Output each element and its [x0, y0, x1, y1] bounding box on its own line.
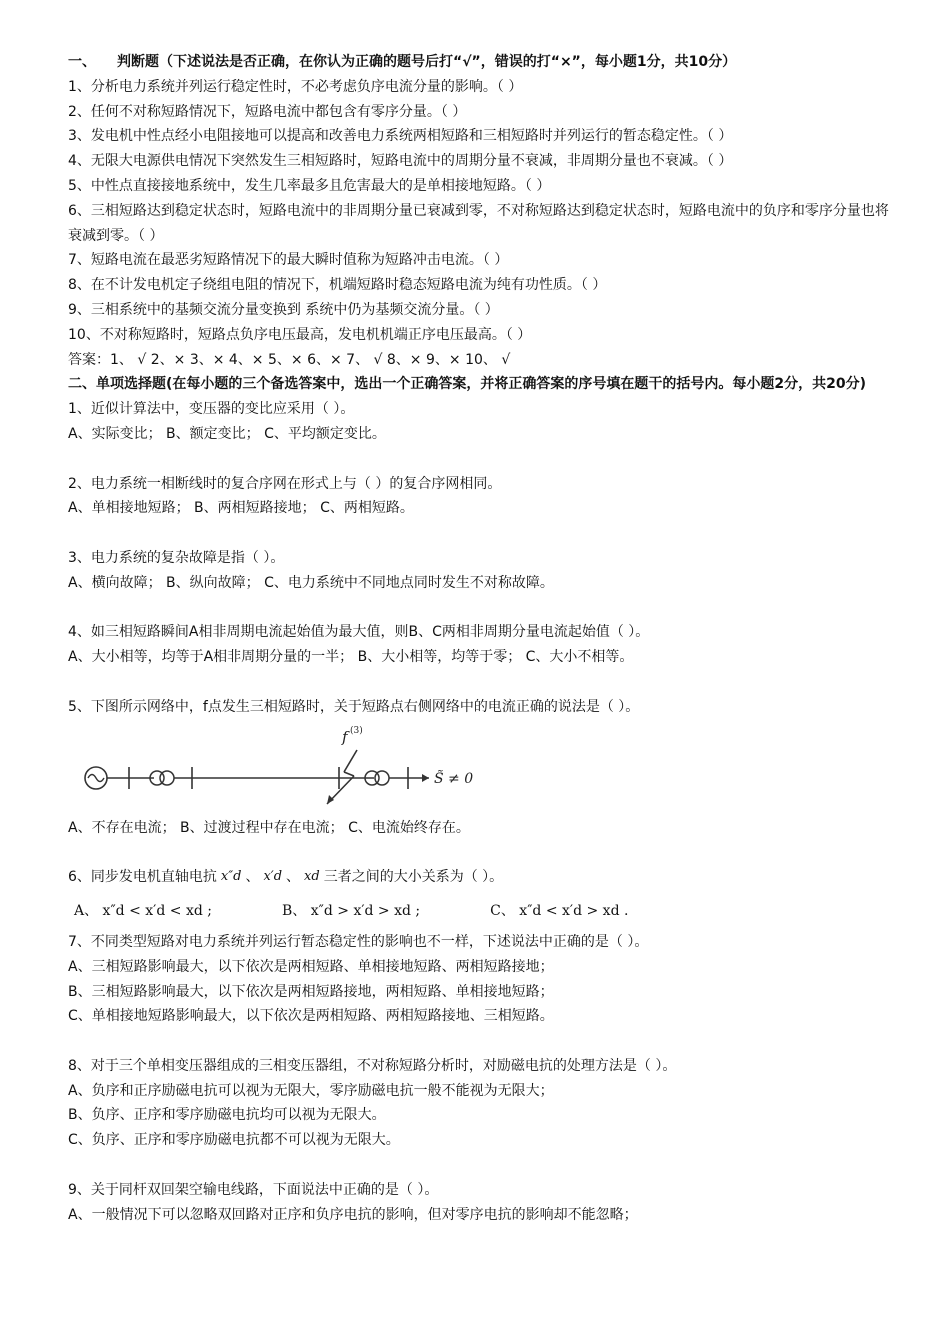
- reactance-subtransient: x″d: [220, 869, 242, 885]
- generator-wave: [88, 774, 104, 781]
- judge-q3: 3、发电机中性点经小电阻接地可以提高和改善电力系统两相短路和三相短路时并列运行的暂态稳定性。（ ）: [68, 128, 733, 145]
- judge-q7: 7、短路电流在最恶劣短路情况下的最大瞬时值称为短路冲击电流。（ ）: [68, 252, 509, 269]
- section2-heading: 二、单项选择题(在每小题的三个备选答案中，选出一个正确答案，并将正确答案的序号填在题干的括号内。每小题2分，共20分): [68, 376, 867, 393]
- choice-q2-stem: 2、电力系统一相断线时的复合序网在形式上与（ ）的复合序网相同。: [68, 475, 502, 492]
- choice-q6-option-b: B、 x″d > x′d > xd ;: [281, 902, 421, 919]
- choice-q6-option-c: C、 x″d < x′d > xd .: [490, 902, 629, 919]
- choice-q8-stem: 8、对于三个单相变压器组成的三相变压器组，不对称短路分析时，对励磁电抗的处理方法是（ ）。: [68, 1057, 677, 1074]
- choice-q8-option-a: A、负序和正序励磁电抗可以视为无限大，零序励磁电抗一般不能视为无限大；: [68, 1082, 554, 1099]
- judge-q8: 8、在不计发电机定子绕组电阻的情况下，机端短路时稳态短路电流为纯有功性质。（ ）: [68, 277, 607, 294]
- transformer-1-winding-b: [160, 771, 174, 785]
- choice-q6-stem-prefix: 6、同步发电机直轴电抗: [68, 869, 217, 886]
- choice-q7-stem: 7、不同类型短路对电力系统并列运行暂态稳定性的影响也不一样，下述说法中正确的是（ ）。: [68, 933, 649, 950]
- choice-q2-options: A、单相接地短路； B、两相短路接地； C、两相短路。: [68, 500, 414, 517]
- judge-q10: 10、不对称短路时，短路点负序电压最高，发电机机端正序电压最高。（ ）: [68, 326, 532, 343]
- network-diagram: [74, 720, 898, 816]
- judge-q1: 1、分析电力系统并列运行稳定性时，不必考虑负序电流分量的影响。（ ）: [68, 78, 523, 95]
- reactance-transient: x′d: [263, 869, 283, 885]
- fault-bolt: [344, 750, 357, 772]
- fault-arrowhead: [327, 795, 334, 804]
- document-page: [68, 50, 898, 1227]
- fault-label-sup: (3): [350, 725, 363, 736]
- transformer-2-winding-b: [375, 771, 389, 785]
- choice-q6-options: [74, 890, 898, 930]
- choice-q1-options: A、实际变比； B、额定变比； C、平均额定变比。: [68, 425, 386, 442]
- answer-key: 答案：1、 √ 2、× 3、× 4、× 5、× 6、× 7、 √ 8、× 9、× 10、 √: [68, 351, 511, 368]
- judge-q4: 4、无限大电源供电情况下突然发生三相短路时，短路电流中的周期分量不衰减，非周期分量也不衰减。（ ）: [68, 153, 733, 170]
- choice-q6-stem-suffix: 三者之间的大小关系为（ ）。: [323, 869, 504, 886]
- section1-heading: 一、 判断题（下述说法是否正确，在你认为正确的题号后打“√”，错误的打“×”，每小题1分，共10分）: [68, 54, 737, 70]
- choice-q4-stem: 4、如三相短路瞬间A相非周期电流起始值为最大值，则B、C两相非周期分量电流起始值（ ）。: [68, 624, 650, 641]
- choice-q9-stem: 9、关于同杆双回架空输电线路，下面说法中正确的是（ ）。: [68, 1181, 439, 1198]
- choice-q7-option-b: B、三相短路影响最大，以下依次是两相短路接地，两相短路、单相接地短路；: [68, 983, 554, 1000]
- choice-q1-stem: 1、近似计算法中，变压器的变比应采用（ ）。: [68, 401, 355, 418]
- reactance-synchronous: xd: [304, 869, 320, 885]
- choice-q7-option-c: C、单相接地短路影响最大，以下依次是两相短路、两相短路接地、三相短路。: [68, 1008, 554, 1025]
- judge-q2: 2、任何不对称短路情况下，短路电流中都包含有零序分量。（ ）: [68, 103, 467, 120]
- choice-q5-options: A、不存在电流； B、过渡过程中存在电流； C、电流始终存在。: [68, 819, 470, 836]
- separator: 、: [286, 869, 301, 886]
- choice-q9-option-a: A、一般情况下可以忽略双回路对正序和负序电抗的影响，但对零序电抗的影响却不能忽略；: [68, 1206, 638, 1223]
- choice-q3-stem: 3、电力系统的复杂故障是指（ ）。: [68, 549, 285, 566]
- system-arrowhead: [422, 774, 429, 782]
- choice-q4-options: A、大小相等，均等于A相非周期分量的一半； B、大小相等，均等于零； C、大小不相等。: [68, 649, 634, 666]
- choice-q7-option-a: A、三相短路影响最大，以下依次是两相短路、单相接地短路、两相短路接地；: [68, 958, 554, 975]
- system-label: S̃ ≠ 0: [434, 770, 474, 787]
- choice-q5-stem: 5、下图所示网络中，f点发生三相短路时，关于短路点右侧网络中的电流正确的说法是（ ）。: [68, 698, 640, 715]
- judge-q6: 6、三相短路达到稳定状态时，短路电流中的非周期分量已衰减到零，不对称短路达到稳定状态时，短路电流中的负序和零序分量也将衰减到零。（ ）: [68, 202, 889, 244]
- choice-q6-option-a: A、 x″d < x′d < xd ;: [74, 902, 212, 919]
- choice-q8-option-b: B、负序、正序和零序励磁电抗均可以视为无限大。: [68, 1107, 386, 1124]
- separator: 、: [245, 869, 260, 886]
- choice-q6-stem: [68, 865, 898, 890]
- judge-q9: 9、三相系统中的基频交流分量变换到 系统中仍为基频交流分量。（ ）: [68, 301, 499, 318]
- network-diagram-svg: [74, 720, 494, 816]
- choice-q8-option-c: C、负序、正序和零序励磁电抗都不可以视为无限大。: [68, 1132, 400, 1149]
- judge-q5: 5、中性点直接接地系统中，发生几率最多且危害最大的是单相接地短路。（ ）: [68, 177, 551, 194]
- fault-label: f: [342, 727, 348, 746]
- choice-q3-options: A、横向故障； B、纵向故障； C、电力系统中不同地点同时发生不对称故障。: [68, 574, 554, 591]
